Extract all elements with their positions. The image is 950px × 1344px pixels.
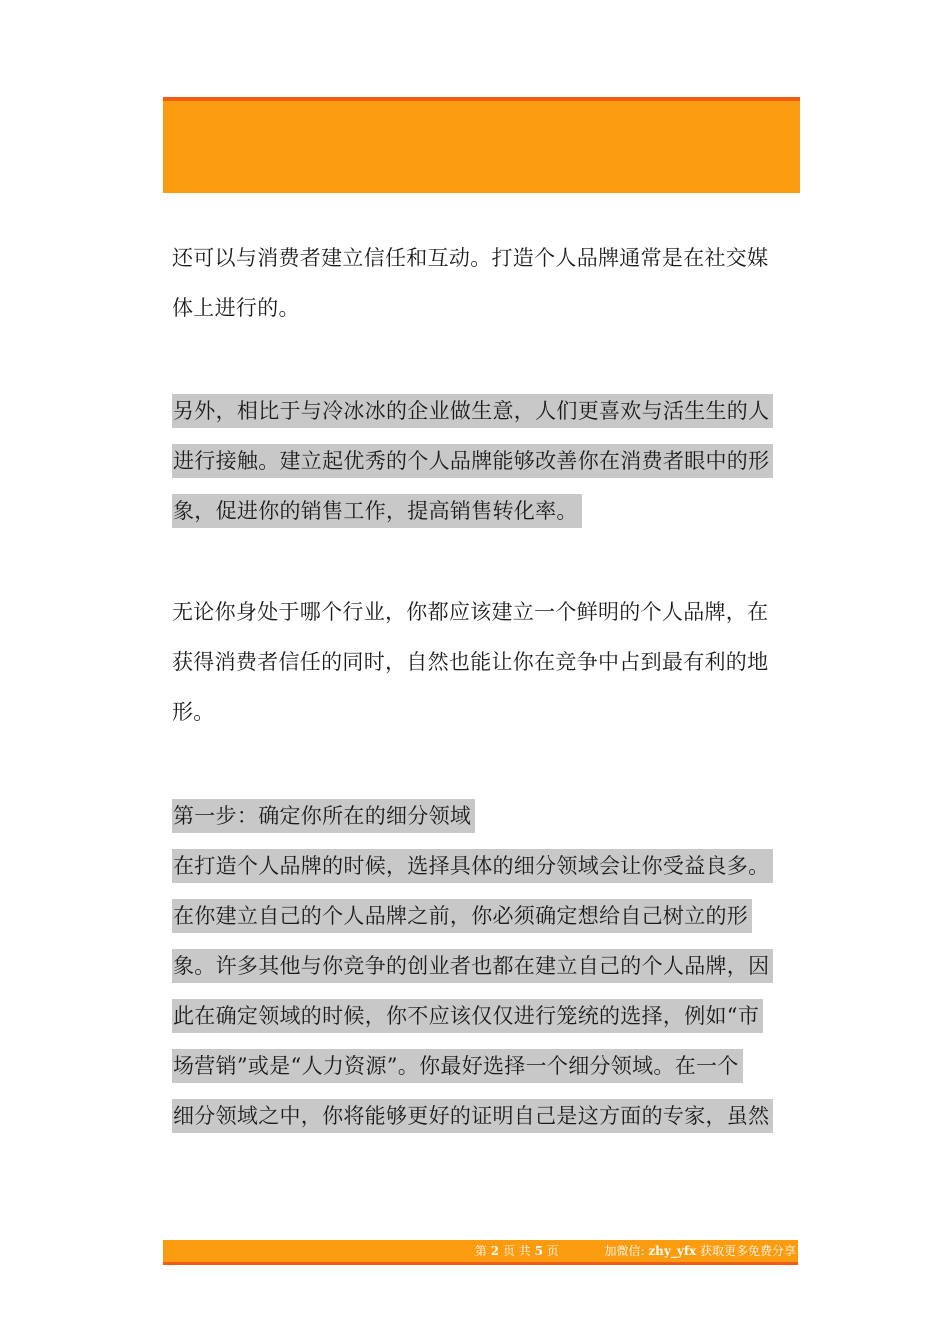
footer-text	[475, 1240, 798, 1262]
text-line: 还可以与消费者建立信任和互动。打造个人品牌通常是在社交媒	[172, 246, 769, 270]
paragraph-1	[172, 233, 792, 333]
text-line: 此在确定领域的时候，你不应该仅仅进行笼统的选择，例如“市	[172, 991, 792, 1041]
text-line: 形。	[172, 700, 215, 724]
footer-banner	[163, 1240, 798, 1265]
paragraph-2	[172, 386, 792, 536]
text-line: 在打造个人品牌的时候，选择具体的细分领域会让你受益良多。	[172, 841, 792, 891]
section-heading: 第一步：确定你所在的细分领域	[172, 791, 792, 841]
text-line: 无论你身处于哪个行业，你都应该建立一个鲜明的个人品牌，在	[172, 600, 769, 624]
promo-prefix: 加微信:	[604, 1244, 645, 1258]
text-line: 象。许多其他与你竞争的创业者也都在建立自己的个人品牌，因	[172, 941, 792, 991]
header-banner	[163, 97, 800, 193]
text-line: 细分领域之中，你将能够更好的证明自己是这方面的专家，虽然	[172, 1091, 792, 1141]
paragraph-4	[172, 791, 792, 1141]
text-line: 在你建立自己的个人品牌之前，你必须确定想给自己树立的形	[172, 891, 792, 941]
page-suffix: 页	[546, 1244, 559, 1258]
paragraph-3	[172, 587, 792, 737]
text-line: 另外，相比于与冷冰冰的企业做生意，人们更喜欢与活生生的人	[172, 386, 792, 436]
promo-suffix: 获取更多免费分享	[699, 1244, 796, 1258]
page-prefix: 第	[474, 1244, 487, 1258]
text-line: 象，促进你的销售工作，提高销售转化率。	[172, 486, 792, 536]
page-mid: 页 共	[502, 1244, 531, 1258]
page-total: 5	[534, 1244, 543, 1258]
promo-id: zhy_yfx	[648, 1244, 697, 1258]
text-line: 获得消费者信任的同时，自然也能让你在竞争中占到最有利的地	[172, 650, 769, 674]
text-line: 体上进行的。	[172, 296, 300, 320]
page-current: 2	[490, 1244, 500, 1258]
text-line: 进行接触。建立起优秀的个人品牌能够改善你在消费者眼中的形	[172, 436, 792, 486]
text-line: 场营销”或是“人力资源”。你最好选择一个细分领域。在一个	[172, 1041, 792, 1091]
